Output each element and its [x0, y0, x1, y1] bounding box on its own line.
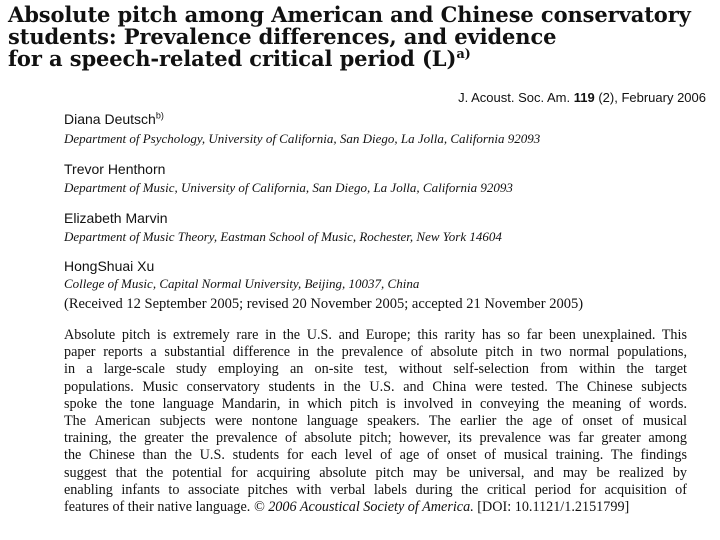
title-line-1: Absolute pitch among American and Chinese conservatory [8, 2, 691, 27]
abstract-line: The American subjects were nontone language speakers. The earlier the age of onset of musical [64, 413, 687, 430]
abstract-line: enabling infants to associate pitches with verbal labels during the critical period for acquisition of [64, 481, 687, 498]
abstract-line: training, the greater the prevalence of absolute pitch; however, its prevalence was far greater among [64, 430, 687, 447]
abstract-final-text: features of their native language. [64, 499, 251, 516]
doi-link[interactable]: [DOI: 10.1121/1.2151799] [477, 499, 630, 516]
author-name: Elizabeth Marvin [64, 210, 168, 226]
abstract-final-line [64, 499, 687, 516]
abstract-line: paper reports a substantial difference in the prevalence of absolute pitch in two normal populations, [64, 344, 687, 361]
author-name [64, 111, 164, 127]
abstract-line: populations. Music conservatory students in the U.S. and China were tested. The Chinese subjects [64, 378, 687, 395]
author-affiliation: College of Music, Capital Normal University, Beijing, 10037, China [64, 276, 420, 291]
author-footnote-marker: b) [155, 110, 164, 121]
journal-volume: 119 [573, 90, 595, 105]
title-footnote-marker: a) [456, 47, 471, 62]
author-affiliation: Department of Psychology, University of California, San Diego, La Jolla, California 92093 [64, 131, 541, 146]
abstract-line: Absolute pitch is extremely rare in the U.S. and Europe; this rarity has so far been unexplained. This [64, 327, 687, 343]
abstract [64, 327, 687, 516]
author-name: Trevor Henthorn [64, 161, 166, 177]
journal-issue-date: (2), February 2006 [598, 90, 706, 105]
author-affiliation: Department of Music Theory, Eastman School of Music, Rochester, New York 14604 [64, 229, 502, 244]
journal-name: J. Acoust. Soc. Am. [458, 90, 571, 105]
received-dates: (Received 12 September 2005; revised 20 November 2005; accepted 21 November 2005) [64, 296, 584, 312]
author-name-text: Diana Deutsch [64, 111, 156, 127]
abstract-line: the Chinese than the U.S. students for each level of age of onset of musical training. The findings [64, 447, 687, 464]
abstract-line: in a large-scale study employing an on-site test, without self-selection from within the target [64, 361, 687, 378]
abstract-line: spoke the tone language Mandarin, in which pitch is involved in conveying the meaning of words. [64, 395, 687, 412]
title-line-3-text: for a speech-related critical period (L) [8, 46, 457, 71]
title-line-3 [8, 48, 720, 70]
journal-citation [458, 90, 706, 105]
abstract-line: suggest that the potential for acquiring absolute pitch may be universal, and may be realized by [64, 464, 687, 481]
paper-title [8, 4, 720, 70]
author-name: HongShuai Xu [64, 258, 155, 274]
author-affiliation: Department of Music, University of California, San Diego, La Jolla, California 92093 [64, 180, 513, 195]
copyright-notice: © 2006 Acoustical Society of America. [253, 499, 474, 516]
title-line-2: students: Prevalence differences, and evidence [8, 24, 557, 49]
